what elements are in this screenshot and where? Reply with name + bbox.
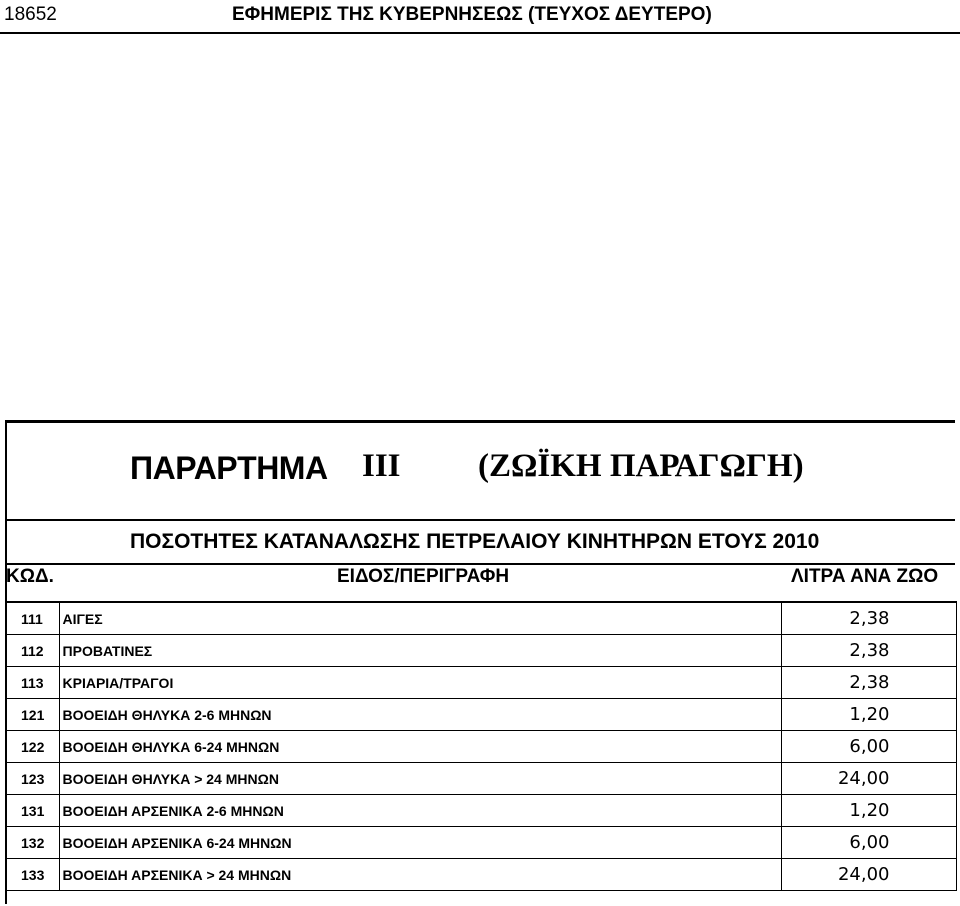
page-header (0, 0, 960, 34)
row-code: 112 (5, 635, 59, 667)
row-litres: 2,38 (781, 667, 956, 699)
row-description: ΚΡΙΑΡΙΑ/ΤΡΑΓΟΙ (59, 667, 781, 699)
row-litres: 24,00 (781, 763, 956, 795)
table-row (5, 667, 956, 699)
row-litres: 24,00 (781, 859, 956, 891)
table-heading: ΠΟΣΟΤΗΤΕΣ ΚΑΤΑΝΑΛΩΣΗΣ ΠΕΤΡΕΛΑΙΟΥ ΚΙΝΗΤΗΡΩΝ ΕΤΟΥΣ 2010 (130, 530, 820, 553)
row-code: 133 (5, 859, 59, 891)
row-description: ΒΟΟΕΙΔΗ ΘΗΛΥΚΑ 6-24 ΜΗΝΩΝ (59, 731, 781, 763)
row-code: 111 (5, 602, 59, 635)
table-row (5, 859, 956, 891)
row-description: ΑΙΓΕΣ (59, 602, 781, 635)
row-description: ΒΟΟΕΙΔΗ ΑΡΣΕΝΙΚΑ 6-24 ΜΗΝΩΝ (59, 827, 781, 859)
row-code: 113 (5, 667, 59, 699)
annex-title: ΠΑΡΑΡΤΗΜΑ (130, 450, 328, 486)
row-description: ΒΟΟΕΙΔΗ ΘΗΛΥΚΑ 2-6 ΜΗΝΩΝ (59, 699, 781, 731)
row-litres: 6,00 (781, 731, 956, 763)
row-description: ΒΟΟΕΙΔΗ ΑΡΣΕΝΙΚΑ 2-6 ΜΗΝΩΝ (59, 795, 781, 827)
row-description: ΠΡΟΒΑΤΙΝΕΣ (59, 635, 781, 667)
column-header-code: ΚΩΔ. (6, 566, 54, 587)
table-row (5, 827, 956, 859)
row-code: 121 (5, 699, 59, 731)
column-header-description: ΕΙΔΟΣ/ΠΕΡΙΓΡΑΦΗ (337, 566, 510, 587)
annex-numeral: III (362, 448, 401, 484)
annex-subtitle: (ΖΩΪΚΗ ΠΑΡΑΓΩΓΗ) (478, 448, 804, 484)
table-row (5, 763, 956, 795)
row-litres: 1,20 (781, 795, 956, 827)
row-litres: 1,20 (781, 699, 956, 731)
table-row (5, 602, 956, 635)
table-row (5, 731, 956, 763)
divider-line (5, 519, 955, 521)
row-code: 122 (5, 731, 59, 763)
table-row (5, 635, 956, 667)
consumption-table (5, 601, 956, 891)
gazette-title: ΕΦΗΜΕΡΙΣ ΤΗΣ ΚΥΒΕΡΝΗΣΕΩΣ (ΤΕΥΧΟΣ ΔΕΥΤΕΡΟ) (232, 4, 712, 25)
row-litres: 6,00 (781, 827, 956, 859)
column-header-litres: ΛΙΤΡΑ ΑΝΑ ΖΩΟ (791, 566, 939, 587)
row-code: 123 (5, 763, 59, 795)
table-row (5, 699, 956, 731)
table-row (5, 795, 956, 827)
row-description: ΒΟΟΕΙΔΗ ΑΡΣΕΝΙΚΑ > 24 ΜΗΝΩΝ (59, 859, 781, 891)
table-body (5, 602, 956, 891)
row-code: 132 (5, 827, 59, 859)
page-number: 18652 (4, 4, 57, 25)
row-litres: 2,38 (781, 602, 956, 635)
divider-line (5, 563, 955, 565)
row-description: ΒΟΟΕΙΔΗ ΘΗΛΥΚΑ > 24 ΜΗΝΩΝ (59, 763, 781, 795)
row-code: 131 (5, 795, 59, 827)
row-litres: 2,38 (781, 635, 956, 667)
